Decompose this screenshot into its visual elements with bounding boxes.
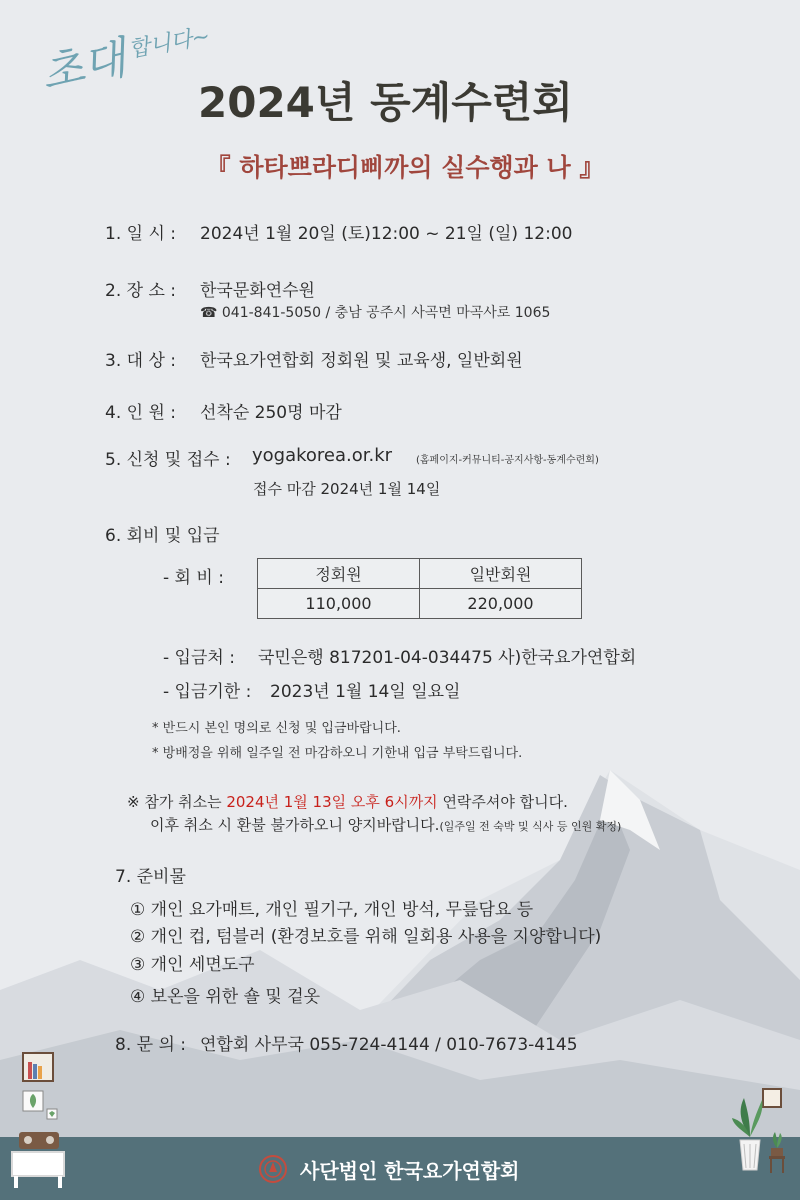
cancel-line-2-text: 이후 취소 시 환불 불가하오니 양지바랍니다. xyxy=(150,816,440,834)
bench-icon xyxy=(10,1150,66,1190)
fee-value-regular: 110,000 xyxy=(258,589,420,619)
bank-value: 국민은행 817201-04-034475 사)한국요가연합회 xyxy=(258,648,637,668)
apply-label: 5. 신청 및 접수 : xyxy=(105,450,231,470)
apply-path: (홈페이지-커뮤니티-공지사항-동계수련회) xyxy=(416,455,599,466)
page-title: 2024년 동계수련회 xyxy=(198,78,573,127)
target-value: 한국요가연합회 정회원 및 교육생, 일반회원 xyxy=(200,351,523,371)
place-label: 2. 장 소 : xyxy=(105,281,177,301)
bookshelf-icon xyxy=(22,1052,54,1082)
fee-table-value-row xyxy=(258,589,582,619)
cancel-prefix: ※ 참가 취소는 xyxy=(127,793,227,811)
date-value: 2024년 1월 20일 (토)12:00 ~ 21일 (일) 12:00 xyxy=(200,224,573,244)
prep-item-3: ③ 개인 세면도구 xyxy=(130,955,255,975)
cancel-line-2-note: (일주일 전 숙박 및 식사 등 인원 확정) xyxy=(439,820,622,833)
page-subtitle: 『 하타쁘라디삐까의 실수행과 나 』 xyxy=(205,153,605,182)
fee-value-general: 220,000 xyxy=(420,589,582,619)
fee-header-general: 일반회원 xyxy=(420,559,582,589)
cancel-notice xyxy=(127,791,568,812)
fee-sub-label: - 회 비 : xyxy=(163,568,224,588)
prep-item-4: ④ 보온을 위한 숄 및 겉옷 xyxy=(130,987,321,1007)
apply-url[interactable]: yogakorea.or.kr xyxy=(252,445,393,466)
script-invitation: 초대 xyxy=(36,32,131,101)
count-label: 4. 인 원 : xyxy=(105,403,177,423)
fee-table xyxy=(257,558,582,619)
org-seal-icon xyxy=(258,1154,288,1184)
bank-label: - 입금처 : xyxy=(163,648,235,668)
prep-item-2: ② 개인 컵, 텀블러 (환경보호를 위해 일회용 사용을 지양합니다) xyxy=(130,927,602,947)
apply-deadline: 접수 마감 2024년 1월 14일 xyxy=(253,480,441,498)
small-frame-icon xyxy=(46,1108,58,1120)
cancel-line-2 xyxy=(150,814,621,835)
note-2: * 방배정을 위해 일주일 전 마감하오니 기한내 입금 부탁드립니다. xyxy=(152,746,523,761)
plant-frame-icon xyxy=(22,1090,44,1112)
contact-label: 8. 문 의 : xyxy=(115,1035,187,1055)
fee-table-header-row xyxy=(258,559,582,589)
script-invitation-small: 합니다~ xyxy=(126,24,213,63)
note-1: * 반드시 본인 명의로 신청 및 입금바랍니다. xyxy=(152,721,401,736)
cancel-deadline-highlight: 2024년 1월 13일 오후 6시까지 xyxy=(226,793,438,811)
count-value: 선착순 250명 마감 xyxy=(200,403,342,423)
fee-label: 6. 회비 및 입금 xyxy=(105,526,220,546)
place-detail: ☎ 041-841-5050 / 충남 공주시 사곡면 마곡사로 1065 xyxy=(200,305,551,321)
potted-plant-icon xyxy=(730,1092,770,1172)
prep-label: 7. 준비물 xyxy=(115,867,186,887)
bank-due-value: 2023년 1월 14일 일요일 xyxy=(270,682,461,702)
place-value: 한국문화연수원 xyxy=(200,281,315,301)
date-label: 1. 일 시 : xyxy=(105,224,177,244)
target-label: 3. 대 상 : xyxy=(105,351,177,371)
fee-header-regular: 정회원 xyxy=(258,559,420,589)
small-plant-stand-icon xyxy=(766,1130,788,1174)
radio-icon xyxy=(18,1128,60,1150)
cancel-suffix: 연락주셔야 합니다. xyxy=(437,793,568,811)
contact-value: 연합회 사무국 055-724-4144 / 010-7673-4145 xyxy=(200,1035,578,1055)
prep-item-1: ① 개인 요가매트, 개인 필기구, 개인 방석, 무릎담요 등 xyxy=(130,900,534,920)
footer-org-name: 사단법인 한국요가연합회 xyxy=(300,1159,520,1183)
bank-due-label: - 입금기한 : xyxy=(163,682,252,702)
